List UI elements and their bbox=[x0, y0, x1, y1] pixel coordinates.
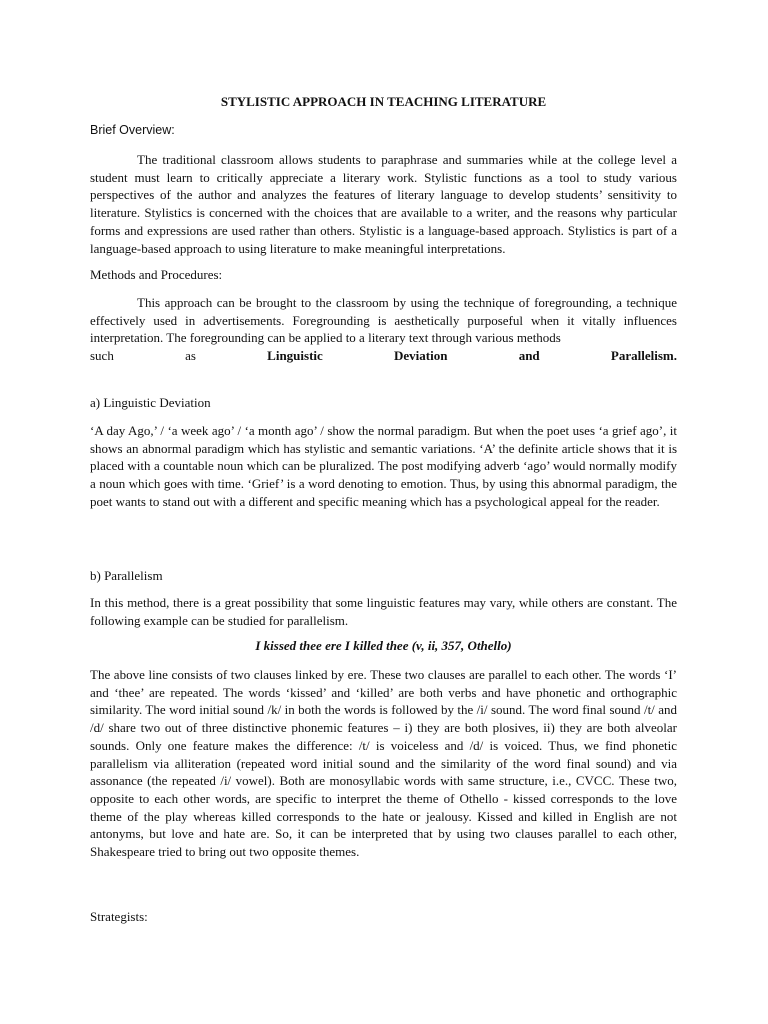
overview-heading: Brief Overview: bbox=[90, 123, 175, 137]
overview-paragraph: The traditional classroom allows students to paraphrase and summaries while at the college level a student must learn to critically appreciate a literary work. Stylistic functions as a tool to study various perspectives of the author and analyzes the features of literary language to develop students’ sensitivity to literature. Stylistics is concerned with the choices that are available to a writer, and the reasons why particular forms and expressions are used rather than others. Stylistic is a language-based approach. Stylistics is part of a language-based approach to using literature to make meaningful interpretations. bbox=[90, 152, 677, 256]
strategists-heading: Strategists: bbox=[90, 909, 148, 924]
methods-term-deviation: Deviation bbox=[394, 348, 448, 363]
document-page bbox=[90, 0, 677, 1024]
parallelism-heading: b) Parallelism bbox=[90, 568, 163, 583]
methods-paragraph: This approach can be brought to the classroom by using the technique of foregrounding, a technique effectively used in advertisements. Foregrounding is aesthetically purposeful when it vitally influences interpretation. The foregrounding can be applied to a literary text through various methods bbox=[90, 295, 677, 346]
methods-word-such: such bbox=[90, 348, 114, 363]
methods-last-line bbox=[90, 347, 677, 365]
methods-term-parallelism: Parallelism. bbox=[610, 348, 677, 363]
deviation-paragraph: ‘A day Ago,’ / ‘a week ago’ / ‘a month ago’ / show the normal paradigm. But when the poet uses ‘a grief ago’, it shows an abnormal paradigm which has stylistic and semantic variations. ‘A’ the definite article shows that it is placed with a countable noun which can be pluralized. The post modifying adverb ‘ago’ would normally modify a noun which goes with time. ‘Grief’ is a word denoting to emotion. Thus, by using this abnormal paradigm, the poet wants to stand out with a different and specific meaning which has a psychological appeal for the reader. bbox=[90, 423, 677, 509]
methods-word-as: as bbox=[185, 348, 196, 363]
methods-word-and: and bbox=[518, 348, 540, 363]
parallelism-paragraph: In this method, there is a great possibility that some linguistic features may vary, while others are constant. The following example can be studied for parallelism. bbox=[90, 595, 677, 628]
document-title: STYLISTIC APPROACH IN TEACHING LITERATURE bbox=[220, 94, 547, 109]
methods-heading: Methods and Procedures: bbox=[90, 267, 223, 282]
example-quote: I kissed thee ere I killed thee (v, ii, 357, Othello) bbox=[255, 638, 512, 653]
deviation-heading: a) Linguistic Deviation bbox=[90, 395, 211, 410]
analysis-paragraph: The above line consists of two clauses linked by ere. These two clauses are parallel to each other. The words ‘I’ and ‘thee’ are repeated. The words ‘kissed’ and ‘killed’ are both verbs and have phonetic and orthographic similarity. The word initial sound /k/ in both the words is followed by the /i/ sound. The word final sound /t/ and /d/ share two out of three distinctive phonemic features – i) they are both plosives, ii) they are both alveolar sounds. Only one feature makes the difference: /t/ is voiceless and /d/ is voiced. Thus, we find phonetic parallelism via alliteration (repeated word initial sound and the similarity of the word final sound) and via assonance (the repeated /i/ vowel). Both are monosyllabic words with same structure, i.e., CVCC. These two, opposite to each other words, are specific to interpret the theme of Othello - kissed corresponds to the love theme of the play whereas killed corresponds to the hate or jealousy. Kissed and killed in English are not antonyms, but love and hate are. So, it can be interpreted that by using two clauses parallel to each other, Shakespeare tried to bring out two opposite themes. bbox=[90, 667, 677, 860]
methods-term-linguistic: Linguistic bbox=[267, 348, 323, 363]
